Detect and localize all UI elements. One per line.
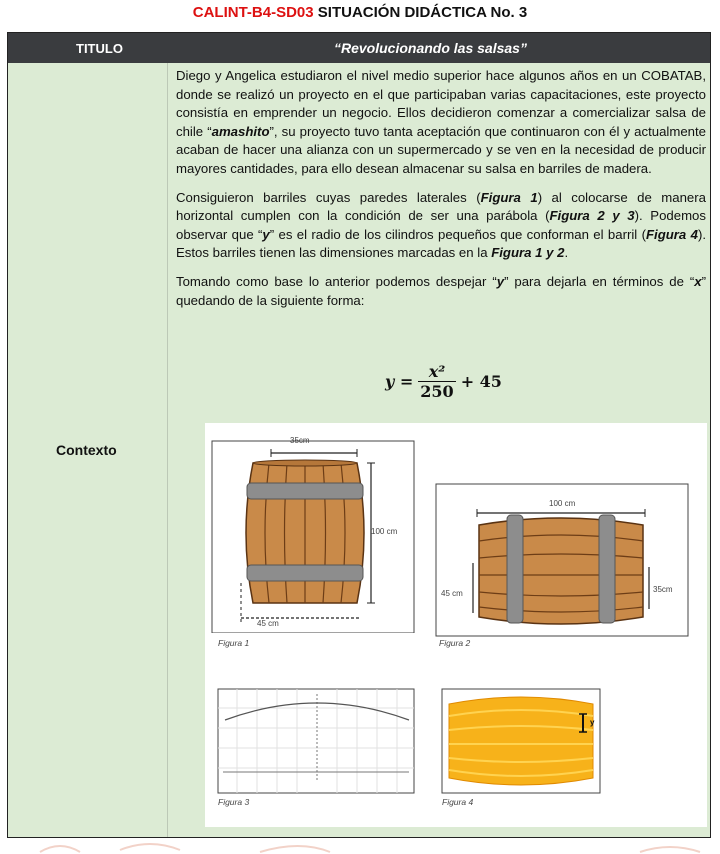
text-run: Consiguieron barriles cuyas paredes laterales (: [176, 189, 481, 205]
emphasis: Figura 2 y 3: [549, 208, 635, 224]
emphasis: y: [262, 226, 270, 242]
text-run: ”, su proyecto tuvo tanta aceptación que continuaron con él y actualmente acaban de hacer una alianza con un supermercado y se ven en la necesidad de producir mayores cantidades, para ello desean almacenar su salsa en barriles de madera.: [176, 123, 706, 176]
text-run: Diego y Angelica estudiaron el nivel medio superior hace algunos años en un COBATAB, donde se realizó un proyecto en el que participaban varias capacitaciones, este proyecto consistía en emprender un negocio. Ellos decidieron comenzar a comercializar salsa de chile “: [176, 68, 706, 139]
text-run: .: [564, 245, 569, 261]
document-title: SITUACIÓN DIDÁCTICA No. 3: [317, 4, 528, 21]
figure-2-length-dimension: 100 cm: [549, 499, 576, 508]
figure-3-parabola-plot: [217, 688, 415, 794]
decorative-footer-pattern: [0, 838, 720, 854]
emphasis: amashito: [211, 123, 270, 139]
paragraph-3: [176, 273, 706, 310]
situation-table: [7, 32, 711, 838]
emphasis: x: [694, 273, 702, 289]
figures-panel: [205, 423, 707, 827]
text-run: ). Podemos observar que “: [176, 208, 706, 242]
figure-1-caption: Figura 1: [218, 638, 250, 648]
figure-1-top-dimension: 35cm: [290, 436, 310, 445]
figure-2-caption: Figura 2: [439, 638, 471, 648]
title-value: “Revolucionando las salsas”: [334, 40, 527, 56]
text-run: ” para dejarla en términos de “: [504, 273, 695, 289]
emphasis: Figura 1 y 2: [491, 245, 565, 261]
text-run: ” es el radio de los cilindros pequeños que conforman el barril (: [269, 226, 646, 242]
paragraph-1: [176, 67, 706, 179]
text-run: Tomando como base lo anterior podemos despejar “: [176, 273, 497, 289]
figure-2-left-dimension: 45 cm: [441, 589, 463, 598]
title-row: [8, 33, 710, 63]
formula-rhs: + 45: [460, 372, 502, 391]
paragraph-2: [176, 189, 706, 263]
figure-2-right-dimension: 35cm: [653, 585, 673, 594]
column-divider: [167, 63, 168, 837]
emphasis: y: [496, 273, 505, 289]
figure-1-height-dimension: 100 cm: [371, 527, 398, 536]
title-label: TITULO: [76, 41, 123, 56]
emphasis: Figura 4: [645, 226, 698, 242]
document-header: [0, 4, 720, 21]
text-run: ). Estos barriles tienen las dimensiones marcadas en la: [176, 226, 707, 261]
figure-4-caption: Figura 4: [442, 797, 474, 807]
figure-4-radius-label: y: [590, 718, 595, 727]
text-run: ” quedando de la siguiente forma:: [176, 273, 707, 308]
formula-fraction: [418, 362, 455, 401]
formula: [385, 362, 502, 401]
text-run: ) al colocarse de manera horizontal cumplen con la condición de ser una parábola (: [176, 189, 706, 224]
figure-3-caption: Figura 3: [218, 797, 250, 807]
formula-lhs: y =: [385, 372, 414, 391]
context-text: [176, 67, 706, 320]
figure-1-bottom-dimension: 45 cm: [257, 619, 279, 628]
formula-numerator: x²: [428, 362, 446, 381]
figure-4-yellow-barrel: [441, 688, 601, 794]
formula-denominator: 250: [420, 382, 454, 401]
context-label: Contexto: [56, 442, 117, 458]
emphasis: Figura 1: [480, 189, 538, 205]
document-code: CALINT-B4-SD03: [192, 4, 314, 21]
